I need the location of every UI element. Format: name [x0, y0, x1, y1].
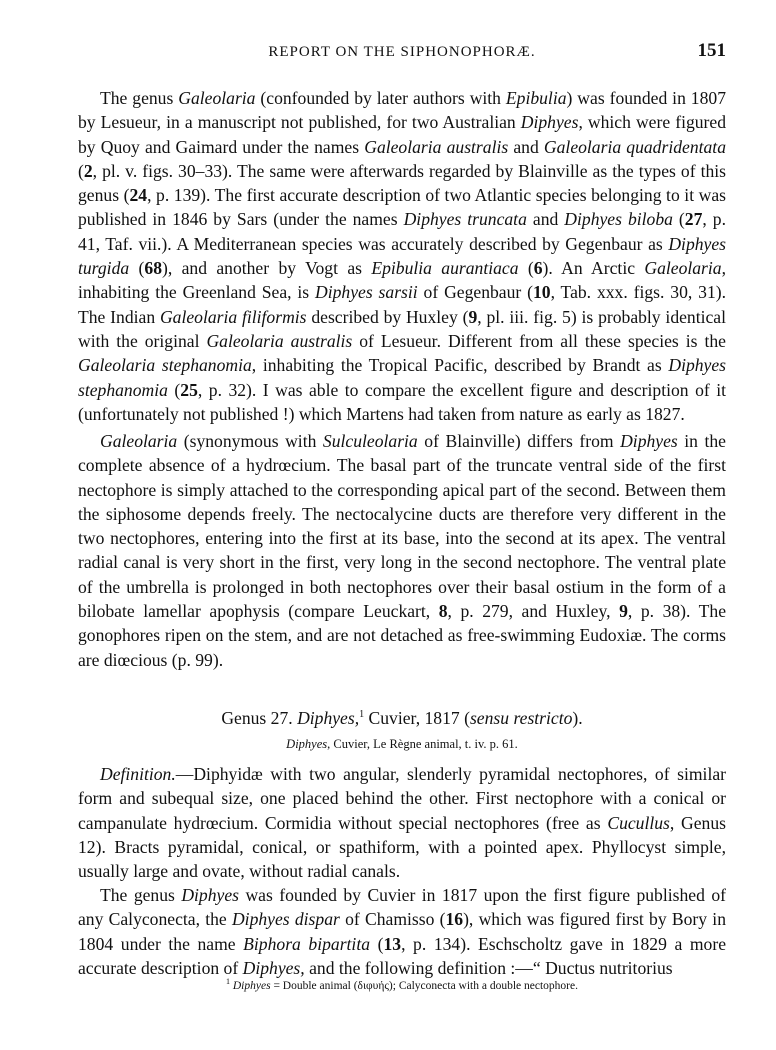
page-number: 151	[697, 40, 726, 61]
footnote: $^1$ Diphyes = Double animal (διφυής); Calyconecta with a double nectophore.	[226, 977, 578, 992]
paragraph-galeolaria-history: The genus Galeolaria (confounded by later authors with Epibulia) was founded in 1807 by Lesueur, in a manuscript not published, for two Australian Diphyes, which were figured by Quoy and Gaimard under the names Galeolaria australis and Galeolaria quadridentata (2, pl. v. figs. 30–33). The same were afterwards regarded by Blainville as the types of this genus (24, p. 139). The first accurate description of two Atlantic species belonging to it was published in 1846 by Sars (under the names Diphyes truncata and Diphyes biloba (27, p. 41, Taf. vii.). A Mediterranean species was accurately described by Gegenbaur as Diphyes turgida (68), and another by Vogt as Epibulia aurantiaca (6). An Arctic Galeolaria, inhabiting the Greenland Sea, is Diphyes sarsii of Gegenbaur (10, Tab. xxx. figs. 30, 31). The Indian Galeolaria filiformis described by Huxley (9, pl. iii. fig. 5) is probably identical with the original Galeolaria australis of Lesueur. Different from all these species is the Galeolaria stephanomia, inhabiting the Tropical Pacific, described by Brandt as Diphyes stephanomia (25, p. 32). I was able to compare the excellent figure and description of it (unfortunately not published !) which Martens had taken from nature as early as 1827.	[78, 88, 727, 424]
footnote-ref[interactable]: 1	[359, 709, 365, 721]
paragraph-diphyes-history: The genus Diphyes was founded by Cuvier in 1817 upon the first figure published of any Calyconecta, the Diphyes dispar of Chamisso (16), which was figured first by Bory in 1804 under the name Biphora bipartita (13, p. 134). Eschscholtz gave in 1829 a more accurate description of Diphyes, and the following definition :—“ Ductus nutritorius	[78, 885, 727, 978]
paragraph-galeolaria-description: Galeolaria (synonymous with Sulculeolaria of Blainville) differs from Diphyes in the complete absence of a hydrœcium. The basal part of the truncate ventral side of the first nectophore is simply attached to the corresponding apical part of the second. Between them the siphosome depends freely. The nectocalycine ducts are therefore very different in the two nectophores, entering into the first at its base, into the second at its apex. The ventral radial canal is very short in the first, very long in the second nectophore. The ventral plate of the umbrella is prolonged in both nectophores over their basal ostium in the form of a bilobate lamellar apophysis (compare Leuckart, 8, p. 279, and Huxley, 9, p. 38). The gonophores ripen on the stem, and are not detached as free-swimming Eudoxiæ. The corms are diœcious (p. 99).	[78, 431, 726, 670]
definition-label: Definition.	[100, 764, 176, 784]
genus-citation: Diphyes, Cuvier, Le Règne animal, t. iv. p. 61.	[286, 737, 518, 751]
running-title: REPORT ON THE SIPHONOPHORÆ.	[268, 44, 536, 60]
genus-heading: Genus 27. Diphyes,$^1$ Cuvier, 1817 (sensu restricto).	[221, 708, 583, 728]
running-head	[78, 40, 726, 64]
paragraph-definition: Definition.—Diphyidæ with two angular, slenderly pyramidal nectophores, of similar form and subequal size, one placed behind the other. First nectophore with a conical or campanulate hydrœcium. Cormidia without special nectophores (free as Cucullus, Genus 12). Bracts pyramidal, conical, or spathiform, with a pointed apex. Phyllocyst simple, usually large and ovate, without radial canals.	[78, 764, 726, 882]
